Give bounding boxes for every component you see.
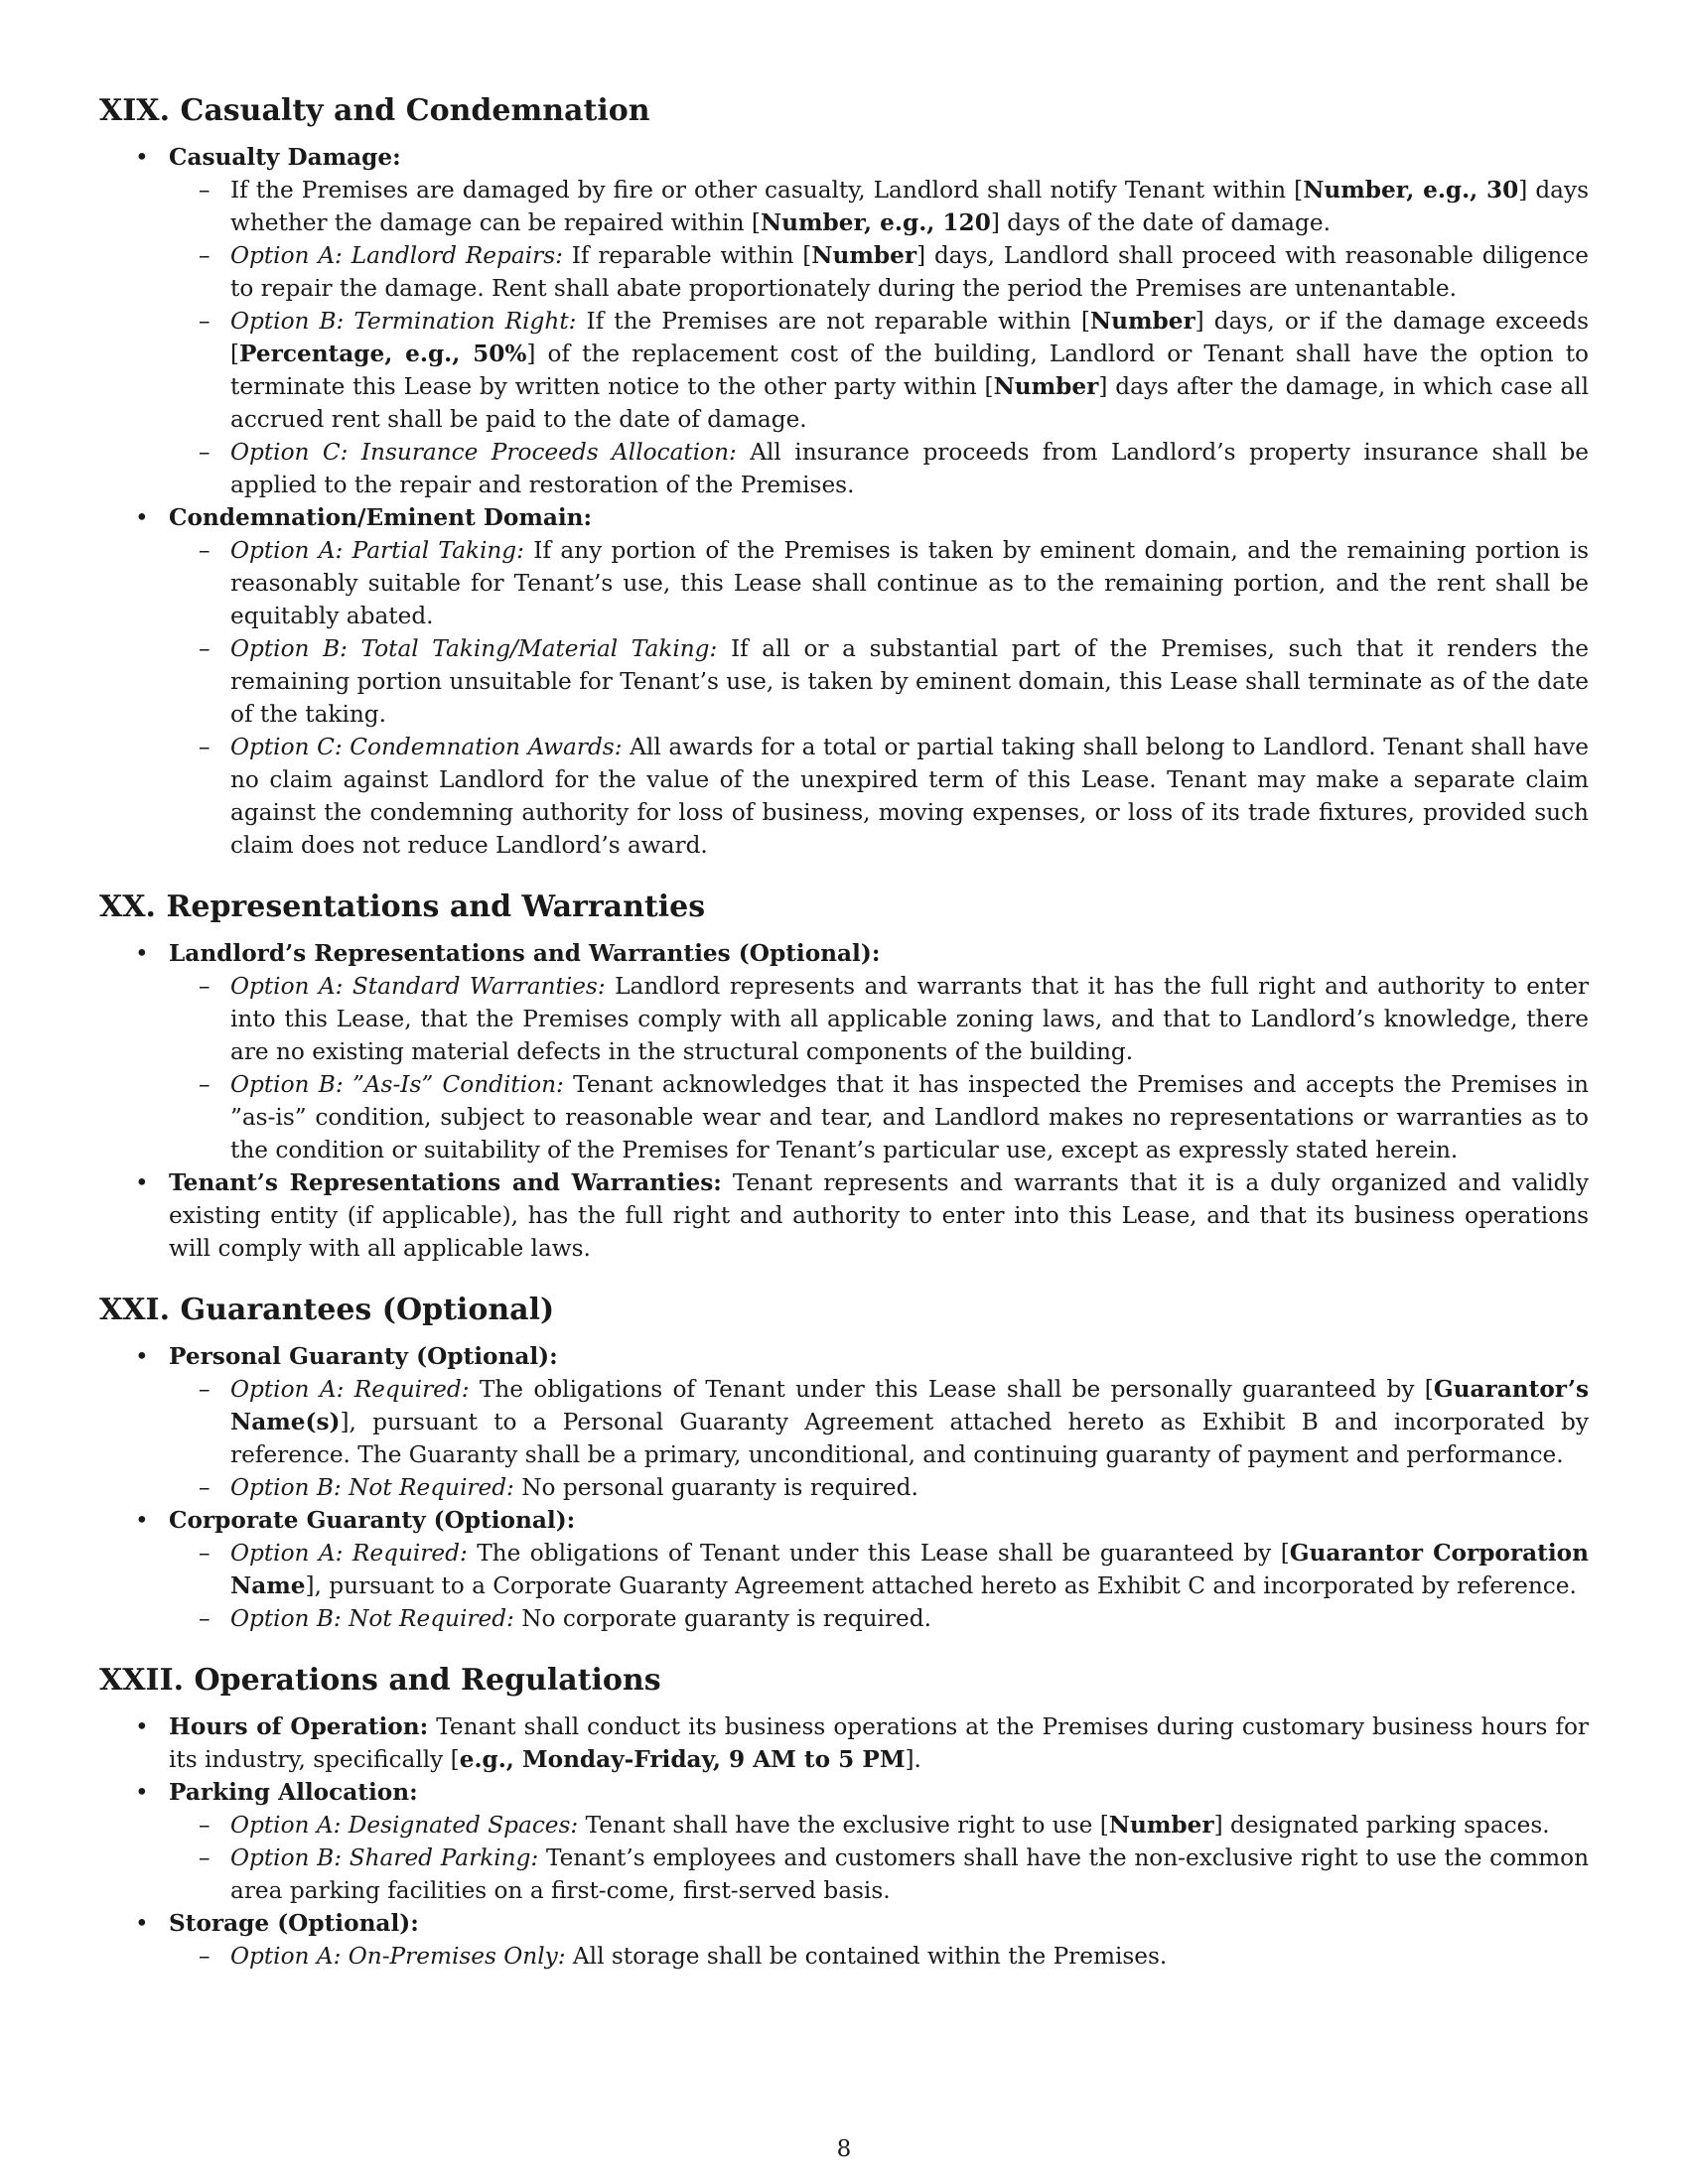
sub-item-option-c: [169, 436, 1589, 501]
text: ] days after the damage, in which case all accrued rent shall be paid to the date of damage.: [230, 373, 1590, 433]
option-label: Option A: Standard Warranties:: [230, 973, 606, 1000]
item-label: Personal Guaranty (Optional):: [169, 1343, 558, 1370]
item-label: Hours of Operation:: [169, 1713, 429, 1740]
bullet-list: [99, 937, 1589, 1265]
text: The obligations of Tenant under this Lease shall be personally guaranteed by [: [469, 1376, 1434, 1403]
sub-item-option-a: [169, 970, 1589, 1068]
text: If reparable within [: [562, 242, 812, 269]
text: ] designated parking spaces.: [1213, 1812, 1550, 1839]
sub-list: [169, 174, 1589, 501]
placeholder-text: Guarantor’s Name(s): [230, 1376, 1589, 1435]
placeholder-text: Number, e.g., 120: [760, 209, 991, 236]
section-heading: XIX. Casualty and Condemnation: [99, 93, 650, 128]
placeholder-text: Number: [1108, 1812, 1214, 1839]
section-heading: XX. Representations and Warranties: [99, 889, 706, 924]
placeholder-text: e.g., Monday-Friday, 9 AM to 5 PM: [459, 1746, 906, 1773]
option-label: Option A: On-Premises Only:: [230, 1943, 566, 1970]
bullet-list: [99, 1710, 1589, 1973]
text: Tenant shall conduct its business operations at the Premises during customary business hours for its industry, specifically [: [169, 1713, 1589, 1773]
list-item-parking: [99, 1776, 1589, 1907]
page-number: 8: [836, 2136, 852, 2162]
text: All awards for a total or partial taking shall belong to Landlord. Tenant shall have no claim against Landlord for the value of the unexpired term of this Lease. Tenant may make a separate claim against the condemning authority for loss of business, moving expenses, or loss of its trade fixtures, provided such claim does not reduce Landlord’s award.: [230, 734, 1590, 859]
sub-list: [169, 1537, 1589, 1635]
placeholder-text: Number: [993, 373, 1099, 400]
text: Tenant acknowledges that it has inspected the Premises and accepts the Premises in ”as-is” condition, subject to reasonable wear and tear, and Landlord makes no representations or warranties as to the condition or suitability of the Premises for Tenant’s particular use, except as expressly stated herein.: [230, 1071, 1589, 1163]
sub-item-option-a: [169, 1940, 1589, 1973]
text: If the Premises are not reparable within [: [576, 308, 1090, 335]
sub-list: [169, 1940, 1589, 1973]
list-item-casualty-damage: [99, 141, 1589, 501]
section-casualty-condemnation: [99, 91, 1589, 862]
sub-item-option-b: [169, 1842, 1589, 1907]
option-label: Option A: Partial Taking:: [230, 537, 524, 564]
text: ] of the replacement cost of the building, Landlord or Tenant shall have the option to terminate this Lease by written notice to the other party within [: [230, 341, 1590, 400]
sub-item-option-b: [169, 305, 1589, 436]
option-label: Option A: Required:: [230, 1376, 470, 1403]
text: Tenant shall have the exclusive right to use [: [578, 1812, 1109, 1839]
text: No corporate guaranty is required.: [513, 1605, 931, 1632]
sub-item-option-a: [169, 1373, 1589, 1471]
option-label: Option B: ”As-Is” Condition:: [230, 1071, 564, 1098]
sub-list: [169, 1809, 1589, 1907]
sub-item-option-a: [169, 1537, 1589, 1602]
sub-item-option-c: [169, 731, 1589, 862]
placeholder-text: Guarantor Corporation Name: [230, 1540, 1589, 1599]
section-operations-regulations: [99, 1661, 1589, 1973]
text: ].: [905, 1746, 921, 1773]
option-label: Option B: Not Required:: [230, 1605, 514, 1632]
sub-list: [169, 1373, 1589, 1504]
item-label: Tenant’s Representations and Warranties:: [169, 1169, 722, 1196]
sub-item-option-b: [169, 1471, 1589, 1504]
sub-item-option-b: [169, 632, 1589, 731]
item-label: Corporate Guaranty (Optional):: [169, 1507, 576, 1534]
text: ] days whether the damage can be repaired within [: [230, 177, 1589, 236]
item-label: Condemnation/Eminent Domain:: [169, 504, 593, 531]
list-item-storage: [99, 1907, 1589, 1973]
text: If the Premises are damaged by fire or other casualty, Landlord shall notify Tenant within [: [230, 177, 1304, 204]
placeholder-text: Number, e.g., 30: [1303, 177, 1519, 204]
option-label: Option B: Shared Parking:: [230, 1844, 539, 1871]
text: No personal guaranty is required.: [513, 1474, 918, 1501]
list-item-corporate-guaranty: [99, 1504, 1589, 1635]
item-label: Storage (Optional):: [169, 1910, 419, 1937]
option-label: Option B: Not Required:: [230, 1474, 514, 1501]
item-label: Parking Allocation:: [169, 1779, 418, 1806]
text: The obligations of Tenant under this Lease shall be guaranteed by [: [467, 1540, 1290, 1567]
text: Tenant represents and warrants that it is a duly organized and validly existing entity (if applicable), has the full right and authority to enter into this Lease, and that its business operations will comply with all applicable laws.: [169, 1169, 1589, 1262]
section-guarantees: [99, 1291, 1589, 1635]
sub-item-option-b: [169, 1602, 1589, 1635]
sub-list: [169, 534, 1589, 862]
section-heading: XXI. Guarantees (Optional): [99, 1293, 555, 1327]
placeholder-text: Number: [811, 242, 917, 269]
text: ] days, Landlord shall proceed with reasonable diligence to repair the damage. Rent shall abate proportionately during the period the Premises are untenantable.: [230, 242, 1590, 302]
text: ], pursuant to a Personal Guaranty Agreement attached hereto as Exhibit B and incorporated by reference. The Guaranty shall be a primary, unconditional, and continuing guaranty of payment and performance.: [230, 1409, 1589, 1468]
sub-item: [169, 174, 1589, 239]
option-label: Option C: Condemnation Awards:: [230, 734, 623, 760]
text: All insurance proceeds from Landlord’s property insurance shall be applied to the repair and restoration of the Premises.: [230, 439, 1590, 498]
option-label: Option A: Landlord Repairs:: [230, 242, 563, 269]
sub-item-option-b: [169, 1068, 1589, 1166]
text: If all or a substantial part of the Premises, such that it renders the remaining portion unsuitable for Tenant’s use, is taken by eminent domain, this Lease shall terminate as of the date of the taking.: [230, 635, 1590, 728]
text: If any portion of the Premises is taken by eminent domain, and the remaining portion is reasonably suitable for Tenant’s use, this Lease shall continue as to the remaining portion, and the rent shall be equitably abated.: [230, 537, 1589, 629]
option-label: Option A: Designated Spaces:: [230, 1812, 579, 1839]
item-label: Casualty Damage:: [169, 144, 401, 171]
text: ], pursuant to a Corporate Guaranty Agreement attached hereto as Exhibit C and incorporated by reference.: [305, 1572, 1577, 1599]
item-label: Landlord’s Representations and Warranties (Optional):: [169, 940, 881, 967]
option-label: Option C: Insurance Proceeds Allocation:: [230, 439, 737, 466]
sub-item-option-a: [169, 239, 1589, 305]
text: Landlord represents and warrants that it has the full right and authority to enter into this Lease, that the Premises comply with all applicable zoning laws, and that to Landlord’s knowledge, there are no existing material defects in the structural components of the building.: [230, 973, 1589, 1065]
option-label: Option B: Total Taking/Material Taking:: [230, 635, 718, 662]
list-item-hours: [99, 1710, 1589, 1776]
list-item-personal-guaranty: [99, 1340, 1589, 1504]
text: ] days of the date of damage.: [990, 209, 1331, 236]
list-item-tenant-warranties: [99, 1166, 1589, 1265]
option-label: Option A: Required:: [230, 1540, 468, 1567]
list-item-landlord-warranties: [99, 937, 1589, 1166]
document-page: [99, 91, 1589, 1998]
option-label: Option B: Termination Right:: [230, 308, 577, 335]
placeholder-text: Number: [1089, 308, 1196, 335]
sub-item-option-a: [169, 534, 1589, 632]
text: ] days, or if the damage exceeds [: [230, 308, 1589, 367]
bullet-list: [99, 1340, 1589, 1635]
bullet-list: [99, 141, 1589, 862]
section-heading: XXII. Operations and Regulations: [99, 1663, 661, 1698]
sub-item-option-a: [169, 1809, 1589, 1842]
text: Tenant’s employees and customers shall have the non-exclusive right to use the common area parking facilities on a first-come, first-served basis.: [230, 1844, 1590, 1904]
list-item-condemnation: [99, 501, 1589, 862]
section-representations-warranties: [99, 887, 1589, 1265]
text: All storage shall be contained within the Premises.: [565, 1943, 1168, 1970]
sub-list: [169, 970, 1589, 1166]
placeholder-text: Percentage, e.g., 50%: [239, 341, 527, 367]
